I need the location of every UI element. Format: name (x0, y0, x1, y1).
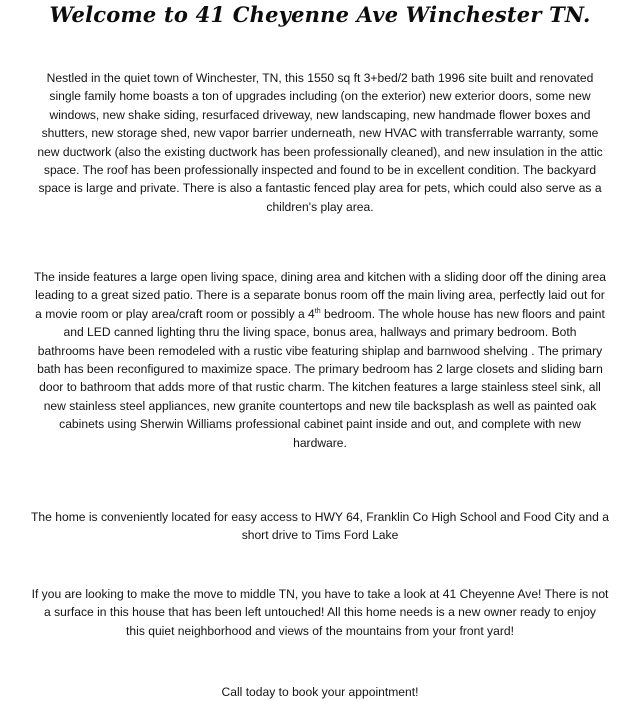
text-line: and LED canned lighting thru the living space, bonus area, hallways and primary bedroom. Both (63, 325, 577, 340)
text-line: new stainless steel appliances, new granite countertops and new tile backsplash as well as painted oak (43, 398, 597, 413)
text-line: leading to a great sized patio. There is a separate bonus room off the main living area, perfectly laid out for (35, 288, 605, 303)
text-line: The inside features a large open living space, dining area and kitchen with a sliding door off the dining area (34, 270, 606, 284)
text-line: single family home boasts a ton of upgrades including (on the exterior) new exterior doors, some new (49, 89, 591, 104)
text-line: door to bathroom that adds more of that rustic charm. The kitchen features a large stainless steel sink, all (39, 380, 601, 395)
text-line: The home is conveniently located for easy access to HWY 64, Franklin Co High School and Food City and a (31, 510, 609, 524)
text-line: Call today to book your appointment! (221, 685, 419, 699)
page-title: Welcome to 41 Cheyenne Ave Winchester TN. (49, 2, 591, 27)
text-line: If you are looking to make the move to middle TN, you have to take a look at 41 Cheyenne Ave! There is not (31, 587, 609, 601)
text-line: Nestled in the quiet town of Winchester, TN, this 1550 sq ft 3+bed/2 bath 1996 site built and renovated (46, 71, 594, 85)
text-line: windows, new shake siding, resurfaced driveway, new landscaping, new handmade flower boxes and (49, 107, 591, 122)
exterior-description-paragraph (0, 69, 640, 216)
text-segment: bedroom. The whole house has new floors and paint (320, 306, 605, 321)
closing-paragraph (0, 585, 640, 640)
text-line: cabinets using Sherwin Williams professional cabinet paint inside and out, and complete with new (59, 417, 581, 432)
text-line: new ductwork (also the existing ductwork has been professionally cleaned), and new insulation in the attic (37, 144, 603, 159)
location-paragraph (0, 508, 640, 545)
call-to-action (0, 683, 640, 701)
text-line: bath has been reconfigured to maximize space. The primary bedroom has 2 large closets and sliding barn (37, 362, 603, 377)
text-line: this quiet neighborhood and views of the mountains from your front yard! (126, 623, 514, 638)
text-line: space is large and private. There is also a fantastic fenced play area for pets, which could also serve as a (38, 181, 602, 196)
interior-description-paragraph (0, 268, 640, 452)
text-segment: a movie room or play area/craft room or possibly a 4 (35, 306, 315, 321)
text-line: shutters, new storage shed, new vapor barrier underneath, new HVAC with transferrable warranty, some (41, 126, 599, 141)
text-line: hardware. (293, 435, 347, 450)
text-line-bedroom (0, 305, 640, 323)
text-line: a surface in this house that has been left untouched! All this home needs is a new owner ready to enjoy (44, 605, 596, 620)
ordinal-suffix: th (314, 307, 321, 315)
text-line: space. The roof has been professionally inspected and found to be in excellent condition. The backyard (43, 163, 597, 178)
text-line: short drive to Tims Ford Lake (241, 528, 399, 543)
text-line: children's play area. (266, 199, 374, 214)
text-line: bathrooms have been remodeled with a rustic vibe featuring shiplap and barnwood shelving . The primary (37, 343, 603, 358)
